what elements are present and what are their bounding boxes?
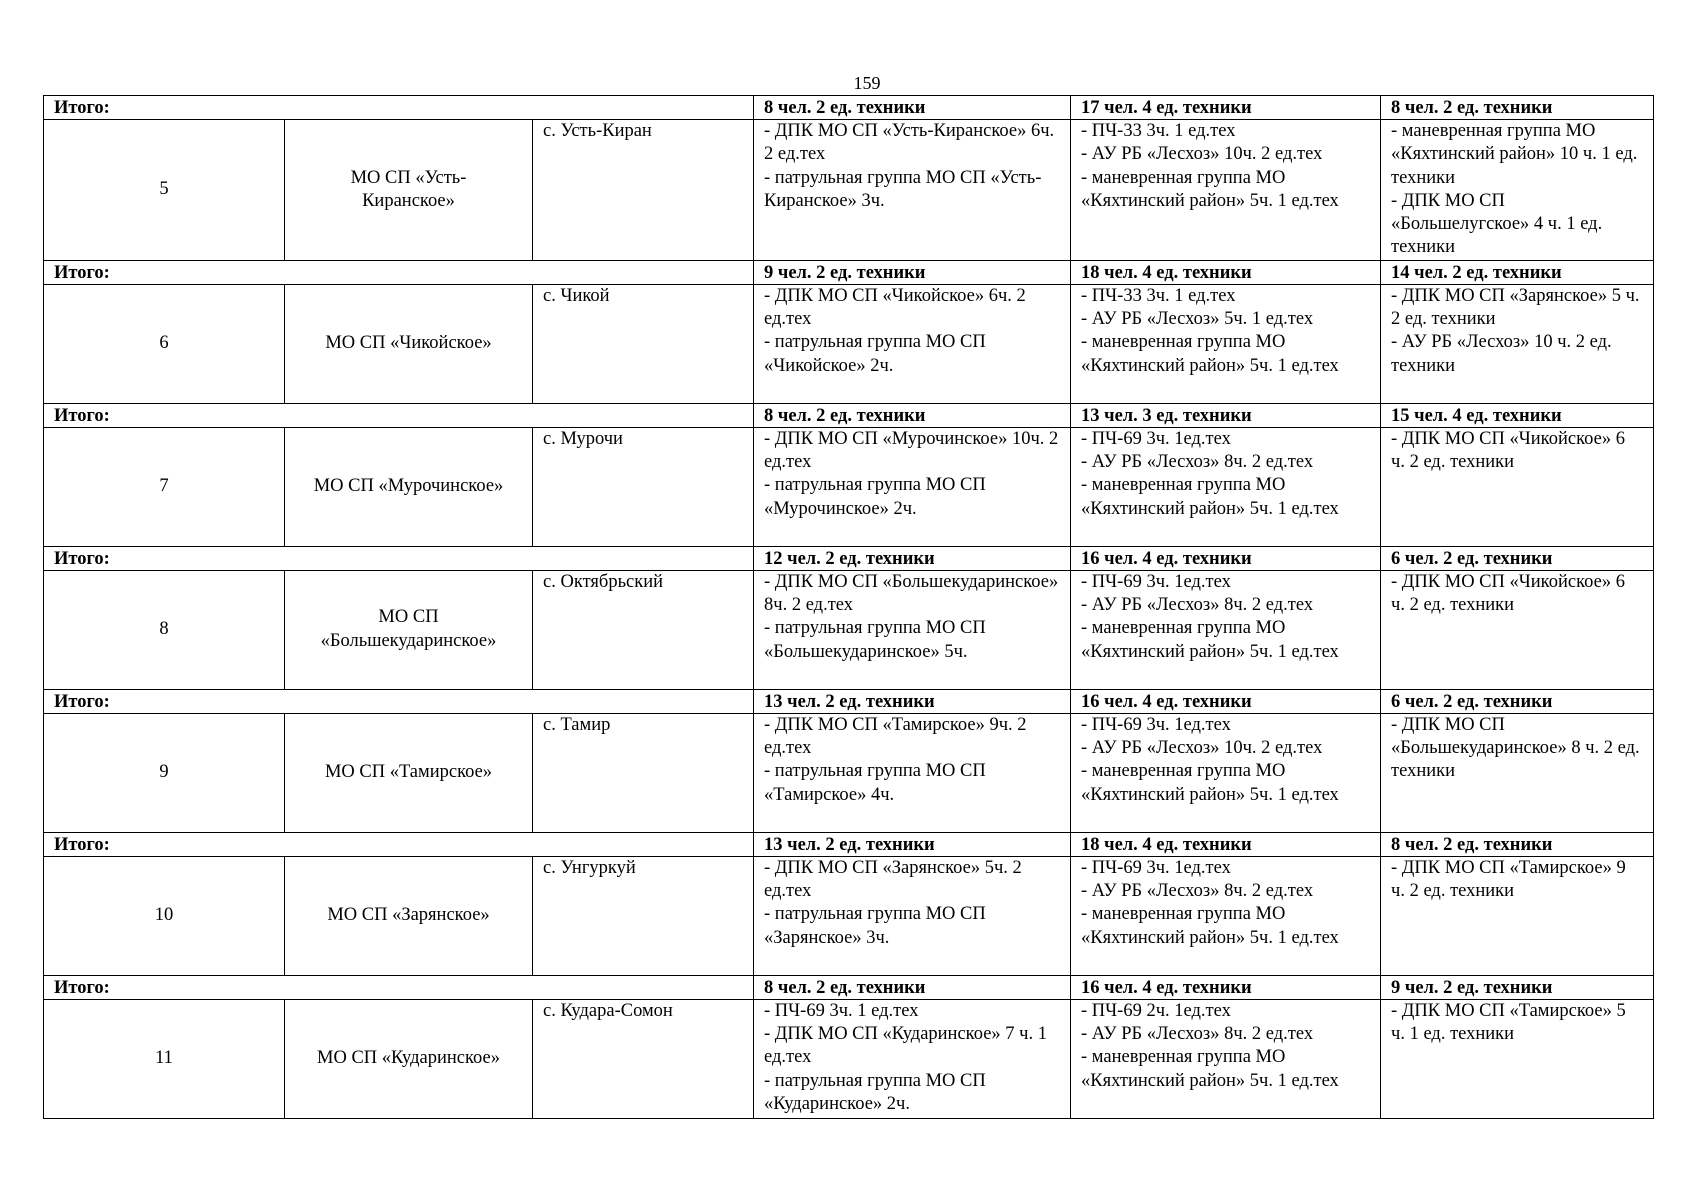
forces-table	[43, 95, 1654, 1119]
row-number: 11	[44, 999, 285, 1118]
total-label: Итого:	[44, 689, 754, 713]
reserve-forces: - маневренная группа МО «Кяхтинский район» 10 ч. 1 ед. техники - ДПК МО СП «Большелугское» 4 ч. 1 ед. техники	[1381, 120, 1654, 261]
total-cell: 13 чел. 2 ед. техники	[754, 689, 1071, 713]
total-cell: 9 чел. 2 ед. техники	[1381, 975, 1654, 999]
total-row	[44, 832, 1654, 856]
total-cell: 13 чел. 3 ед. техники	[1071, 403, 1381, 427]
municipality-name: МО СП «Тамирское»	[285, 713, 533, 832]
settlement-name: с. Мурочи	[533, 427, 754, 546]
table-row	[44, 999, 1654, 1118]
total-cell: 9 чел. 2 ед. техники	[754, 260, 1071, 284]
total-cell: 8 чел. 2 ед. техники	[1381, 96, 1654, 120]
total-cell: 18 чел. 4 ед. техники	[1071, 832, 1381, 856]
total-label: Итого:	[44, 260, 754, 284]
total-label: Итого:	[44, 546, 754, 570]
first-echelon-forces: - ДПК МО СП «Тамирское» 9ч. 2 ед.тех - патрульная группа МО СП «Тамирское» 4ч.	[754, 713, 1071, 832]
municipality-name: МО СП «Мурочинское»	[285, 427, 533, 546]
total-cell: 15 чел. 4 ед. техники	[1381, 403, 1654, 427]
total-cell: 13 чел. 2 ед. техники	[754, 832, 1071, 856]
second-echelon-forces: - ПЧ-69 3ч. 1ед.тех - АУ РБ «Лесхоз» 8ч. 2 ед.тех - маневренная группа МО «Кяхтинский район» 5ч. 1 ед.тех	[1071, 427, 1381, 546]
reserve-forces: - ДПК МО СП «Большекударинское» 8 ч. 2 ед. техники	[1381, 713, 1654, 832]
table-row	[44, 120, 1654, 261]
total-cell: 17 чел. 4 ед. техники	[1071, 96, 1381, 120]
municipality-name: МО СП «Усть- Киранское»	[285, 120, 533, 261]
second-echelon-forces: - ПЧ-69 3ч. 1ед.тех - АУ РБ «Лесхоз» 10ч. 2 ед.тех - маневренная группа МО «Кяхтинский район» 5ч. 1 ед.тех	[1071, 713, 1381, 832]
total-label: Итого:	[44, 96, 754, 120]
row-number: 10	[44, 856, 285, 975]
total-row	[44, 546, 1654, 570]
settlement-name: с. Кудара-Сомон	[533, 999, 754, 1118]
settlement-name: с. Чикой	[533, 284, 754, 403]
total-cell: 14 чел. 2 ед. техники	[1381, 260, 1654, 284]
total-label: Итого:	[44, 975, 754, 999]
table-row	[44, 284, 1654, 403]
table-row	[44, 570, 1654, 689]
settlement-name: с. Усть-Киран	[533, 120, 754, 261]
settlement-name: с. Тамир	[533, 713, 754, 832]
table-row	[44, 713, 1654, 832]
second-echelon-forces: - ПЧ-69 3ч. 1ед.тех - АУ РБ «Лесхоз» 8ч. 2 ед.тех - маневренная группа МО «Кяхтинский район» 5ч. 1 ед.тех	[1071, 570, 1381, 689]
first-echelon-forces: - ДПК МО СП «Зарянское» 5ч. 2 ед.тех - патрульная группа МО СП «Зарянское» 3ч.	[754, 856, 1071, 975]
municipality-name: МО СП «Зарянское»	[285, 856, 533, 975]
second-echelon-forces: - ПЧ-33 3ч. 1 ед.тех - АУ РБ «Лесхоз» 10ч. 2 ед.тех - маневренная группа МО «Кяхтинский район» 5ч. 1 ед.тех	[1071, 120, 1381, 261]
first-echelon-forces: - ДПК МО СП «Большекударинское» 8ч. 2 ед.тех - патрульная группа МО СП «Большекударинское» 5ч.	[754, 570, 1071, 689]
reserve-forces: - ДПК МО СП «Зарянское» 5 ч. 2 ед. техники - АУ РБ «Лесхоз» 10 ч. 2 ед. техники	[1381, 284, 1654, 403]
reserve-forces: - ДПК МО СП «Тамирское» 5 ч. 1 ед. техники	[1381, 999, 1654, 1118]
total-cell: 8 чел. 2 ед. техники	[754, 403, 1071, 427]
total-cell: 8 чел. 2 ед. техники	[754, 96, 1071, 120]
municipality-name: МО СП «Большекударинское»	[285, 570, 533, 689]
reserve-forces: - ДПК МО СП «Тамирское» 9 ч. 2 ед. техники	[1381, 856, 1654, 975]
row-number: 7	[44, 427, 285, 546]
table-row	[44, 427, 1654, 546]
table-body	[44, 96, 1654, 1119]
total-cell: 8 чел. 2 ед. техники	[754, 975, 1071, 999]
total-row	[44, 260, 1654, 284]
second-echelon-forces: - ПЧ-33 3ч. 1 ед.тех - АУ РБ «Лесхоз» 5ч. 1 ед.тех - маневренная группа МО «Кяхтинский район» 5ч. 1 ед.тех	[1071, 284, 1381, 403]
total-row	[44, 96, 1654, 120]
total-label: Итого:	[44, 832, 754, 856]
first-echelon-forces: - ДПК МО СП «Чикойское» 6ч. 2 ед.тех - патрульная группа МО СП «Чикойское» 2ч.	[754, 284, 1071, 403]
reserve-forces: - ДПК МО СП «Чикойское» 6 ч. 2 ед. техники	[1381, 570, 1654, 689]
settlement-name: с. Унгуркуй	[533, 856, 754, 975]
total-cell: 8 чел. 2 ед. техники	[1381, 832, 1654, 856]
total-cell: 6 чел. 2 ед. техники	[1381, 546, 1654, 570]
total-label: Итого:	[44, 403, 754, 427]
total-cell: 16 чел. 4 ед. техники	[1071, 689, 1381, 713]
total-cell: 6 чел. 2 ед. техники	[1381, 689, 1654, 713]
settlement-name: с. Октябрьский	[533, 570, 754, 689]
table-row	[44, 856, 1654, 975]
first-echelon-forces: - ДПК МО СП «Усть-Киранское» 6ч. 2 ед.тех - патрульная группа МО СП «Усть-Киранское» 3ч.	[754, 120, 1071, 261]
second-echelon-forces: - ПЧ-69 3ч. 1ед.тех - АУ РБ «Лесхоз» 8ч. 2 ед.тех - маневренная группа МО «Кяхтинский район» 5ч. 1 ед.тех	[1071, 856, 1381, 975]
total-cell: 12 чел. 2 ед. техники	[754, 546, 1071, 570]
row-number: 5	[44, 120, 285, 261]
first-echelon-forces: - ПЧ-69 3ч. 1 ед.тех - ДПК МО СП «Кударинское» 7 ч. 1 ед.тех - патрульная группа МО СП «Кударинское» 2ч.	[754, 999, 1071, 1118]
first-echelon-forces: - ДПК МО СП «Мурочинское» 10ч. 2 ед.тех - патрульная группа МО СП «Мурочинское» 2ч.	[754, 427, 1071, 546]
total-row	[44, 403, 1654, 427]
municipality-name: МО СП «Чикойское»	[285, 284, 533, 403]
total-cell: 18 чел. 4 ед. техники	[1071, 260, 1381, 284]
row-number: 6	[44, 284, 285, 403]
page-number: 159	[853, 73, 881, 93]
second-echelon-forces: - ПЧ-69 2ч. 1ед.тех - АУ РБ «Лесхоз» 8ч. 2 ед.тех - маневренная группа МО «Кяхтинский район» 5ч. 1 ед.тех	[1071, 999, 1381, 1118]
row-number: 8	[44, 570, 285, 689]
municipality-name: МО СП «Кударинское»	[285, 999, 533, 1118]
total-cell: 16 чел. 4 ед. техники	[1071, 546, 1381, 570]
total-cell: 16 чел. 4 ед. техники	[1071, 975, 1381, 999]
total-row	[44, 975, 1654, 999]
row-number: 9	[44, 713, 285, 832]
total-row	[44, 689, 1654, 713]
reserve-forces: - ДПК МО СП «Чикойское» 6 ч. 2 ед. техники	[1381, 427, 1654, 546]
